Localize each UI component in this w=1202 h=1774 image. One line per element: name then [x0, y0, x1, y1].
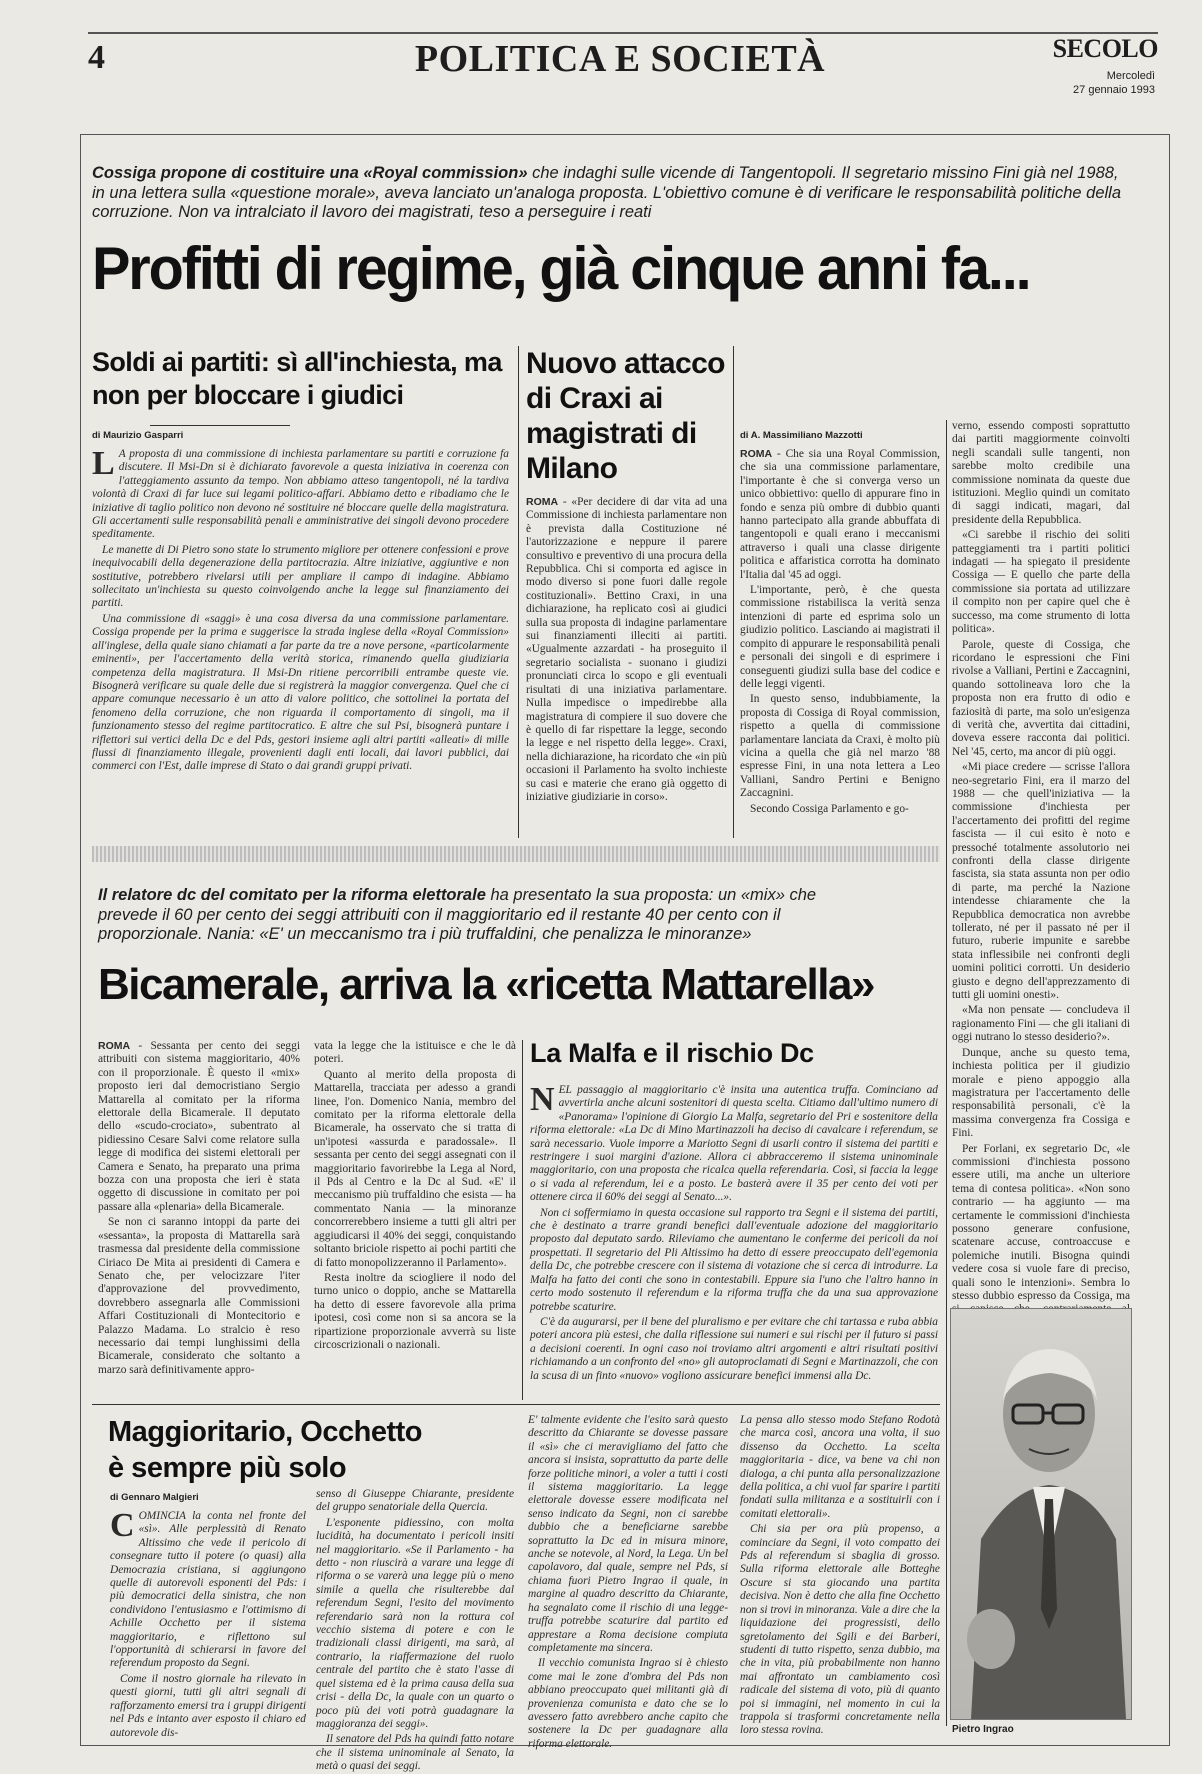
second-story-col1: ROMA - Sessanta per cento dei seggi attribuiti con sistema maggioritario, 40% con il proporzionale. È questo il «mix» proposto ieri dal democristiano Sergio Mattarella al comitato per la riforma elettorale della Bicamerale. Il deputato dello «scudo-crociato», subentrato al pidiessino Cesare Salvi come relatore sulla legge di modifica dei sistemi elettorali per Camera e Senato, ha preparato una prima bozza con una proposta che ieri è stata oggetto di discussione in comitato per poi passare alla «plenaria» della Bicamerale. Se non ci saranno intoppi da parte dei «sessanta», la proposta di Mattarella sarà trasmessa dal presidente della commissione Ciriaco De Mita ai presidenti di Camera e Senato che, per velocizzare l'iter d'approvazione del provvedimento, dovrebbero assegnarla alle Commissioni Affari Costituzionali di Montecitorio e Palazzo Madama. Lo stralcio è reso necessario dai tempi lunghissimi della Bicamerale, considerato che soltanto a marzo sarà definitivamente appro- [98, 1040, 300, 1376]
issue-date: 27 gennaio 1993 [1073, 84, 1155, 96]
divider-mid-right [733, 346, 734, 838]
right-column-p7: Per Forlani, ex segretario Dc, «le commissioni d'inchiesta possono essere utili, ma anche un ulteriore tema di contesa politica». «Non sono contrario — ha aggiunto — ma certamente le commissioni d'inchiesta possono generare confusione, scatenare accuse, controaccuse e polemiche inutili. Bisogna quindi vedere cosa si vuole fare di preciso, quali sono le intenzioni». Sembra lo stesso dubbio espresso da Cossiga, ma [952, 1142, 1130, 1302]
top-story-headline: Profitti di regime, già cinque anni fa... [92, 235, 1030, 302]
third-story-col2 [316, 1488, 514, 1773]
middle-article-p1: «Per decidere di dar vita ad una Commissione di inchiesta parlamentare non è prevista dalla Costituzione né l'autorizzazione e neppure il parere consultivo e preventivo di una procura della Repubblica. Chi si comporta ed agisce in modo diverso si pone fuori dalle regole costituzionali». Bettino Craxi, in una dichiarazione, ha replicato così ai giudici sulla sua proposta di indagine parlamentare sui finanziamenti illeciti ai partiti. «Ugualmente azzardati - ha proseguito il segretario socialista - suonano i giudizi pronunciati circa lo scopo e gli eventuali risultati di una iniziativa parlamentare. Nulla impedisce o impedirebbe alla magistratura di compiere il suo dovere che è quello di far rispettare la legge, secondo la legge e nel rispetto della legge». Craxi, nella dichiarazione, ha ricordato che «in più occasioni il Parlamento ha svolto inchieste su casi e materie che erano già oggetto di iniziative giudiziarie in corso». [526, 496, 727, 803]
third-story-col1-p2: Come il nostro giornale ha rilevato in questi giorni, tutti gli altri segnali di rafforzamento emersi tra i gruppi dirigenti nel Pds e intanto aver esposto il chiaro ed autorevole dis- [110, 1672, 306, 1739]
photo-caption: Pietro Ingrao [952, 1724, 1014, 1735]
sidebar-p1: EL passaggio al maggioritario c'è insita una autentica truffa. Cominciano ad avvertirla anche alcuni sostenitori di questa scelta. Citiamo dall'ultimo numero di «Panorama» l'opinione di Giorgio La Malfa, segretario del Pri e sostenitore della riforma elettorale: «La Dc di Mino Martinazzoli ha deciso di cavalcare i referendum, se sarà necessario. Vuole imporre a Mariotto Segni di usarli contro il sistema dei partiti e restringere i suoi margini d'azione. Allora ci abbracceremo il sistema uninominale maggioritario, con una proposta che ricalca quella referendaria. Così, si faccia la legge o si vada al referendum, lei e a posto. Le basterà avere il 35 per cento dei voti per ottenere circa il 60% dei seggi al Senato...». [530, 1084, 938, 1204]
sidebar-p2: Non ci soffermiamo in questa occasione sul rapporto tra Segni e il sistema dei partiti, che è destinato a trarre grandi benefici dall'eventuale adozione del maggioritario proposto dal deputato sardo. Rileviamo che aumentano le conferme dei pericoli da noi prospettati. Il segretario del Pli Altissimo ha detto di essere preoccupato dell'egemonia della Dc, che potrebbe crescere con il sistema di votazione che si cerca di introdurre. La Malfa ha fatto dei conti che sono in contestabili. Eppure sia l'uno che l'altro hanno in certo modo sostenuto il referendum e la riforma truffa che da una sua approvazione potrebbe scaturire. [530, 1206, 938, 1313]
top-story-lead [92, 164, 1132, 223]
left-article-byline: di Maurizio Gasparri [92, 430, 184, 441]
third-story-col1-p1: OMINCIA la conta nel fronte del «sì». Alle perplessità di Renato Altissimo che vede il pericolo di consegnare tutto il potere (o quasi) alla Democrazia cristiana, si aggiungono quelle di autorevoli esponenti del Pds: i più democratici della sinistra, che non condividono l'entusiasmo e l'ottimismo di Achille Occhetto per il sistema maggioritario, e riflettono sul l'opportunità di schierarsi in favore del referendum proposto da Segni. [110, 1510, 306, 1670]
section-title: POLITICA E SOCIETÀ [414, 38, 826, 80]
right-column-p2: «Ci sarebbe il rischio dei soliti patteggiamenti tra i partiti politici indagati — ha spiegato il presidente Cossiga — E quello che parte della commissione sia portata ad utilizzare il compito non per capire quel che è successo, ma come strumento di lotta politica». [952, 529, 1130, 636]
page-number: 4 [88, 39, 105, 76]
left-article-drop-cap: L [92, 445, 115, 482]
third-story-col4-p2: Chi sia per ora più propenso, a cominciare da Segni, il voto compatto dei Pds al referendum si sbaglia di grosso. Sulla riforma elettorale alle Botteghe Oscure si sta giocando una partita decisiva. Non è detto che alla fine Occhetto non si trovi in minoranza. Vale a dire che la liquidazione dei progressisti, dello sgretolamento dei Sgili e dei Barberi, studenti di tutto rispetto, senza dubbio, ma che in vita, più probabilmente non hanno mai affrontato un cambiamento così radicale del sistema di voto, più di quanto poi si immagini, nel momento in cui la trappola si trasformi concretamente nella loro stessa rovina. [740, 1523, 940, 1737]
second-story-col2-p1: vata la legge che la istituisce e che le dà poteri. [314, 1040, 516, 1066]
second-story-col2-p3: Resta inoltre da sciogliere il nodo del turno unico o doppio, anche se Mattarella ha detto di essere favorevole alla prima ipotesi, così come non si sa ancora se la ripartizione proporzionale avverrà su liste circoscrizionali o nazionali. [314, 1271, 516, 1351]
right-article-p3: In questo senso, indubbiamente, la proposta di Cossiga di Royal commission, rispetto a quella di commissione parlamentare lanciata da Craxi, è molto più vicina a quella che già nel marzo '88 espresse Fini, in una nota lettera a Leo Valliani, Sandro Pertini e Benigno Zaccagnini. [740, 693, 940, 800]
third-story-col3 [528, 1414, 728, 1750]
third-story-drop-cap: C [110, 1507, 135, 1544]
left-article-p2: Le manette di Di Pietro sono state lo strumento migliore per ottenere confessioni e prove inequivocabili della degenerazione della partitocrazia. Altre iniziative, aggiuntive e non sostitutive, potrebbero rivelarsi utili per ampliare il campo di indagine. Abbiamo sollecitato un'inchiesta su questo coinvolgendo anche la legge sul finanziamento dei partiti. [92, 543, 509, 610]
middle-article-headline: Nuovo attacco di Craxi ai magistrati di Milano [526, 347, 725, 485]
middle-article-dateline: ROMA [526, 496, 559, 508]
third-story-col4 [740, 1414, 940, 1737]
left-article-p1: A proposta di una commissione di inchiesta parlamentare su partiti e corruzione fa discutere. Il Msi-Dn si è dichiarato favorevole a questa iniziativa in coerenza con l'atteggiamento assunto da tempo. Non abbiamo atteso tangentopoli, né la tardiva volontà di Craxi di far luce sui legami politico-affari. Abbiamo detto e ribadiamo che le iniziative di taglio politico non devono né sostituire né bloccare quelle della magistratura. Gli accertamenti sulle responsabilità penali e amministrative dei singoli devono procedere speditamente. [92, 448, 509, 541]
third-story-col2-p1: senso di Giuseppe Chiarante, presidente del gruppo senatoriale della Quercia. [316, 1488, 514, 1514]
third-story-col2-p3: Il senatore del Pds ha quindi fatto notare che il sistema uninominale al Senato, la metà o quasi dei seggi. [316, 1733, 514, 1773]
third-story-col3-p1: E' talmente evidente che l'esito sarà questo descritto da Chiarante se dovesse passare il «sì» che ci meravigliamo del fatto che ancora si insista, soprattutto da parte delle forze politiche minori, a voler a tutti i costi il sistema maggioritario. La legge elettorale dovesse essere modificata nel senso indicato da Segni, non ci sarebbe dubbio che a beneficiarne sarebbe soprattutto la Dc ed in misura minore, anche se notevole, al Nord, la Lega. Un bel capolavoro, dal quale, sempre nel Pds, si chiama fuori Pietro Ingrao il quale, in margine al quadro descritto da Chiarante, ha segnalato come il rischio di una legge-truffa potrebbe scaturire dal partito ed apprestare a Roma decisione compiuta completamente ma sincera. [528, 1414, 728, 1654]
story-separator-band [92, 846, 940, 862]
top-story-lead-rest: che indaghi sulle vicende di Tangentopoli. Il segretario missino Fini già nel 1988, in una lettera sulla «questione morale», aveva lanciato un'analoga proposta. L'obiettivo comune è di verificare le responsabilità politiche della corruzione. Non va intralciato il lavoro dei magistrati, teso a perseguire i reati [92, 164, 1122, 221]
right-article-body: ROMA - Che sia una Royal Commission, che sia una commissione parlamentare, l'importante è che si converga verso un unico obbiettivo: quello di appurare fino in fondo e senza più ombre di dubbio quanti hanno partecipato alla grande abbuffata di tangentopoli e quali erano i meccanismi attraverso i quali una classe dirigente politica e affaristica corrotta ha dominato l'Italia dal '45 ad oggi. L'importante, però, è che questa commissione ristabilisca la verità senza intenzioni di parte ed esprima solo un giudizio politico. Lasciando ai magistrati il compito di appurare le responsabilità penali e personali dei singoli e di esprimere i conseguenti giudizi sulla base del codice e delle leggi vigenti. In questo senso, indubbiamente, la proposta di Cossiga di Royal commission, rispetto a quella di commissione parlamentare lanciata da Craxi, è molto più vicina a quella che già nel marzo '88 espresse Fini, in una nota lettera a Leo Valliani, Sandro Pertini e Benigno Zaccagnini. Secondo Cossiga Parlamento e go- [740, 448, 940, 815]
top-story-lead-bold: Cossiga propone di costituire una «Royal commission» [92, 164, 528, 182]
left-article-body [92, 445, 509, 838]
left-article-headline: Soldi ai partiti: sì all'inchiesta, ma non per bloccare i giudici [92, 347, 502, 410]
right-column-p5: «Ma non pensate — concludeva il ragionamento Fini — che gli italiani di oggi nutrano lo stesso desiderio?». [952, 1004, 1130, 1044]
third-story-col2-p2: L'esponente pidiessino, con molta lucidità, ha documentato i pericoli insiti nel maggioritario. «Se il Parlamento - ha detto - non riuscirà a varare una legge di riforma o se varerà una legge più o meno simile a quella che risulterebbe dal referendum Segni, l'esito del movimento referendario sarà non la rottura col vecchio sistema di potere e con le tradizionali classi dirigenti, ma sarà, al contrario, la riaffermazione del ruolo centrale del partito che è stato l'asse di quel sistema ed è la prima causa della sua crisi - della Dc, la quale con un quarto o poco più dei voti potrà guadagnare la maggioranza dei seggi». [316, 1516, 514, 1730]
sidebar-body [530, 1081, 938, 1396]
second-story-lead [98, 886, 858, 945]
right-column-body [952, 420, 1130, 1302]
second-story-col2 [314, 1040, 516, 1400]
right-column-p4: «Mi piace credere — scrisse l'allora neo-segretario Fini, era il marzo del 1988 — che quell'iniziativa — la commissione d'inchiesta per l'accertamento dei profitti del regime fascista — il cui esito è noto e pressoché totalmente assolutorio nei confronti della classe dirigente fascista, sia stata assunta non per odio di parte, ma perché la Nazione intendesse chiaramente che la Repubblica democratica non avrebbe tollerato, né per il passato né per il futuro, ruberie impunite e sarebbe stata inflessibile nei confronti degli uomini politici corrotti. Un desiderio giusto e degno dell'apprezzamento di tutti gli uomini onesti». [952, 761, 1130, 1002]
divider-left-mid [518, 346, 519, 838]
sidebar-headline: La Malfa e il rischio Dc [530, 1038, 814, 1068]
photo-pietro-ingrao [950, 1308, 1132, 1720]
second-story-dateline: ROMA [98, 1040, 131, 1052]
second-story-col1-p1: Sessanta per cento dei seggi attribuiti con sistema maggioritario, 40% con il proporzionale. È questo il «mix» proposto ieri dal democristiano Sergio Mattarella al comitato per la riforma elettorale della Bicamerale. Il deputato dello «scudo-crociato», subentrato al pidiessino Cesare Salvi come relatore sulla legge di modifica dei sistemi elettorali per Camera e Senato, ha preparato una prima bozza con una proposta che ieri è stata oggetto di discussione in comitato per poi passare alla «plenaria» della Bicamerale. [98, 1040, 300, 1213]
second-story-lead-bold: Il relatore dc del comitato per la riforma elettorale [98, 886, 486, 904]
right-article-byline: di A. Massimiliano Mazzotti [740, 430, 863, 441]
divider-second-story-sidebar [522, 1040, 523, 1400]
second-story-col1-p2: Se non ci saranno intoppi da parte dei «sessanta», la proposta di Mattarella sarà trasmessa dal presidente della commissione Ciriaco De Mita ai presidenti di Camera e Senato che, per velocizzare l'iter d'approvazione del provvedimento, dovrebbero assegnarla alle Commissioni Affari Costituzionali di Montecitorio e Palazzo Madama. Lo stralcio è reso necessario dai tempi lunghissimi della Bicamerale, considerato che soltanto a marzo sarà definitivamente appro- [98, 1216, 300, 1376]
right-column-p3: Parole, queste di Cossiga, che ricordano le espressioni che Fini rivolse a Valliani, Pertini e Zaccagnini, quando sottolineava loro che la proposta non era frutto di odio e faziosità di parte, ma solo un'esigenza di verità che, avvertita dai cittadini, doveva essere racconta dai politici. Nel '45, certo, ma ancor di più oggi. [952, 638, 1130, 758]
paper-logo: SECOLO [1052, 34, 1158, 63]
right-column-p6: Dunque, anche su questo tema, inchiesta politica per il giudizio morale e pieno appoggio alla magistratura per l'accertamento delle responsabilità personali, c'è la massima convergenza fra Cossiga e Fini. [952, 1046, 1130, 1140]
right-article-p1: Che sia una Royal Commission, che sia una commissione parlamentare, l'importante è che si converga verso un unico obbiettivo: quello di appurare fino in fondo e senza più ombre di dubbio quanti hanno partecipato alla grande abbuffata di tangentopoli e quali erano i meccanismi attraverso i quali una classe dirigente politica e affaristica corrotta ha dominato l'Italia dal '45 ad oggi. [740, 448, 940, 581]
right-article-p4: Secondo Cossiga Parlamento e go- [750, 802, 909, 815]
divider-right-column [946, 420, 947, 1726]
issue-weekday: Mercoledì [1106, 70, 1155, 82]
left-article-p3: Una commissione di «saggi» è una cosa diversa da una commissione parlamentare. Cossiga propende per la prima e suggerisce la strada inglese della «Royal Commission» all'inglese, della quale siano chiamati a far parte da tre a nove persone, «particolarmente eminenti», per l'accertamento della verità storica, rimanendo quella giudiziaria competenza della magistratura. Il Msi-Dn ritiene percorribili entrambe queste vie. Bisognerà verificare su quale delle due si registrerà la maggior convergenza. Quel che ci appare comunque necessario è un atto di valore politico, che sottolinei la portata del fenomeno della corruzione, che non riguarda il comportamento di singoli, ma il funzionamento stesso del regime partitocratico. E altre che sul Psi, bisognerà puntare i riflettori sui vertici della Dc e del Pds, gestori insieme agli altri partiti «alleati» di mille flussi di finanziamento illegale, provenienti dagli enti locali, dai lavori pubblici, dai commerci con l'Est, dalle imprese di Stato o dai grandi gruppi privati. [92, 612, 509, 773]
left-byline-rule [150, 425, 290, 426]
sidebar-p3: C'è da augurarsi, per il bene del pluralismo e per evitare che chi tartassa e ruba abbia poteri ancora più estesi, che dalla riflessione sui numeri e sui rischi per il futuro si passi a decisioni coerenti. In ogni caso noi troviamo altri argomenti e altri risultati positivi richiamando a un confronto del «no» gli autoproclamati di Segni e Martinazzoli, che con la scusa di un finto «nuovo» vogliono assicurare benefici immensi alla Dc. [530, 1315, 938, 1382]
right-column-p1: verno, essendo composti soprattutto dai partiti maggiormente coinvolti negli scandali sulle tangenti, non sarebbe molto credibile una commissione nominata da queste due istituzioni. Meglio quindi un comitato di saggi indicati, magari, dal presidente della Repubblica. [952, 420, 1130, 526]
right-article-dateline: ROMA [740, 448, 773, 460]
third-story-col1 [110, 1507, 306, 1739]
right-article-p2: L'importante, però, è che questa commissione ristabilisca la verità senza intenzioni di parte ed esprima solo un giudizio politico. Lasciando ai magistrati il compito di appurare le responsabilità penali e personali dei singoli e di esprimere i conseguenti giudizi sulla base del codice e delle leggi vigenti. [740, 584, 940, 690]
sidebar-drop-cap: N [530, 1081, 555, 1118]
third-story-headline: Maggioritario, Occhetto è sempre più solo [108, 1416, 422, 1484]
second-story-headline: Bicamerale, arriva la «ricetta Mattarella» [98, 960, 874, 1009]
second-story-col2-p2: Quanto al merito della proposta di Mattarella, tracciata per adesso a grandi linee, l'on. Domenico Nania, membro del comitato per la riforma elettorale della Bicamerale, ha osservato che si tratta di un'ipotesi «assurda e paradossale». Il sessanta per cento dei seggi assegnati con il maggioritario favorirebbe la Lega al Nord, il Pds al Centro e la Dc al Sud. «E' il meccanismo più truffaldino che esista — ha commentato Nania — la minoranze concorrerebbero insieme a tutti gli altri per aggiudicarsi il 40% dei seggi, conquistando soltanto briciole rispetto ai pochi partiti che di fatto monopolizzeranno il Parlamento». [314, 1068, 516, 1269]
portrait-illustration [951, 1309, 1131, 1719]
third-story-col4-p1: La pensa allo stesso modo Stefano Rodotà che marca così, ancora una volta, il suo dissenso da Occhetto. La scelta maggioritaria - dice, va bene va chi non dialoga, a chi punta alla personalizzazione della politica, a chi vuol far sparire i partiti fondati sulla militanza e a sostituirli con i comitati elettorali». [740, 1414, 940, 1520]
masthead-top-rule [88, 32, 1158, 34]
middle-article-body: ROMA - «Per decidere di dar vita ad una Commissione di inchiesta parlamentare non è prevista dalla Costituzione né l'autorizzazione e neppure il parere consultivo e preventivo di una procura della Repubblica. Chi si comporta ed agisce in modo diverso si pone fuori dalle regole costituzionali». Bettino Craxi, in una dichiarazione, ha replicato così ai giudici sulla sua proposta di indagine parlamentare sui finanziamenti illeciti ai partiti. «Ugualmente azzardati - ha proseguito il segretario socialista - suonano i giudizi pronunciati circa lo scopo e gli eventuali risultati di una iniziativa parlamentare. Nulla impedisce o impedirebbe alla magistratura di compiere il suo dovere che è quello di far rispettare la legge, secondo la legge e nel rispetto della legge». Craxi, nella dichiarazione, ha ricordato che «in più occasioni il Parlamento ha svolto inchieste su casi e materie che erano già oggetto di iniziative giudiziarie in corso». [526, 496, 727, 803]
second-story-bottom-rule [92, 1404, 940, 1405]
second-story-lead-rest: ha presentato la sua proposta: un «mix» che prevede il 60 per cento dei seggi attribuiti con il maggioritario ed il restante 40 per cento con il proporzionale. Nania: «E' un meccanismo tra i più truffaldini, che penalizza le minoranze» [98, 886, 817, 943]
third-story-col3-p2: Il vecchio comunista Ingrao si è chiesto come mai le zone d'ombra del Pds non abbiano preoccupato quei militanti già di provenienza comunista e dato che se lo avessero fatto avrebbero anche capito che sostenere la Dc per guadagnare alla riforma elettorale. [528, 1657, 728, 1750]
third-story-byline: di Gennaro Malgieri [110, 1492, 199, 1503]
